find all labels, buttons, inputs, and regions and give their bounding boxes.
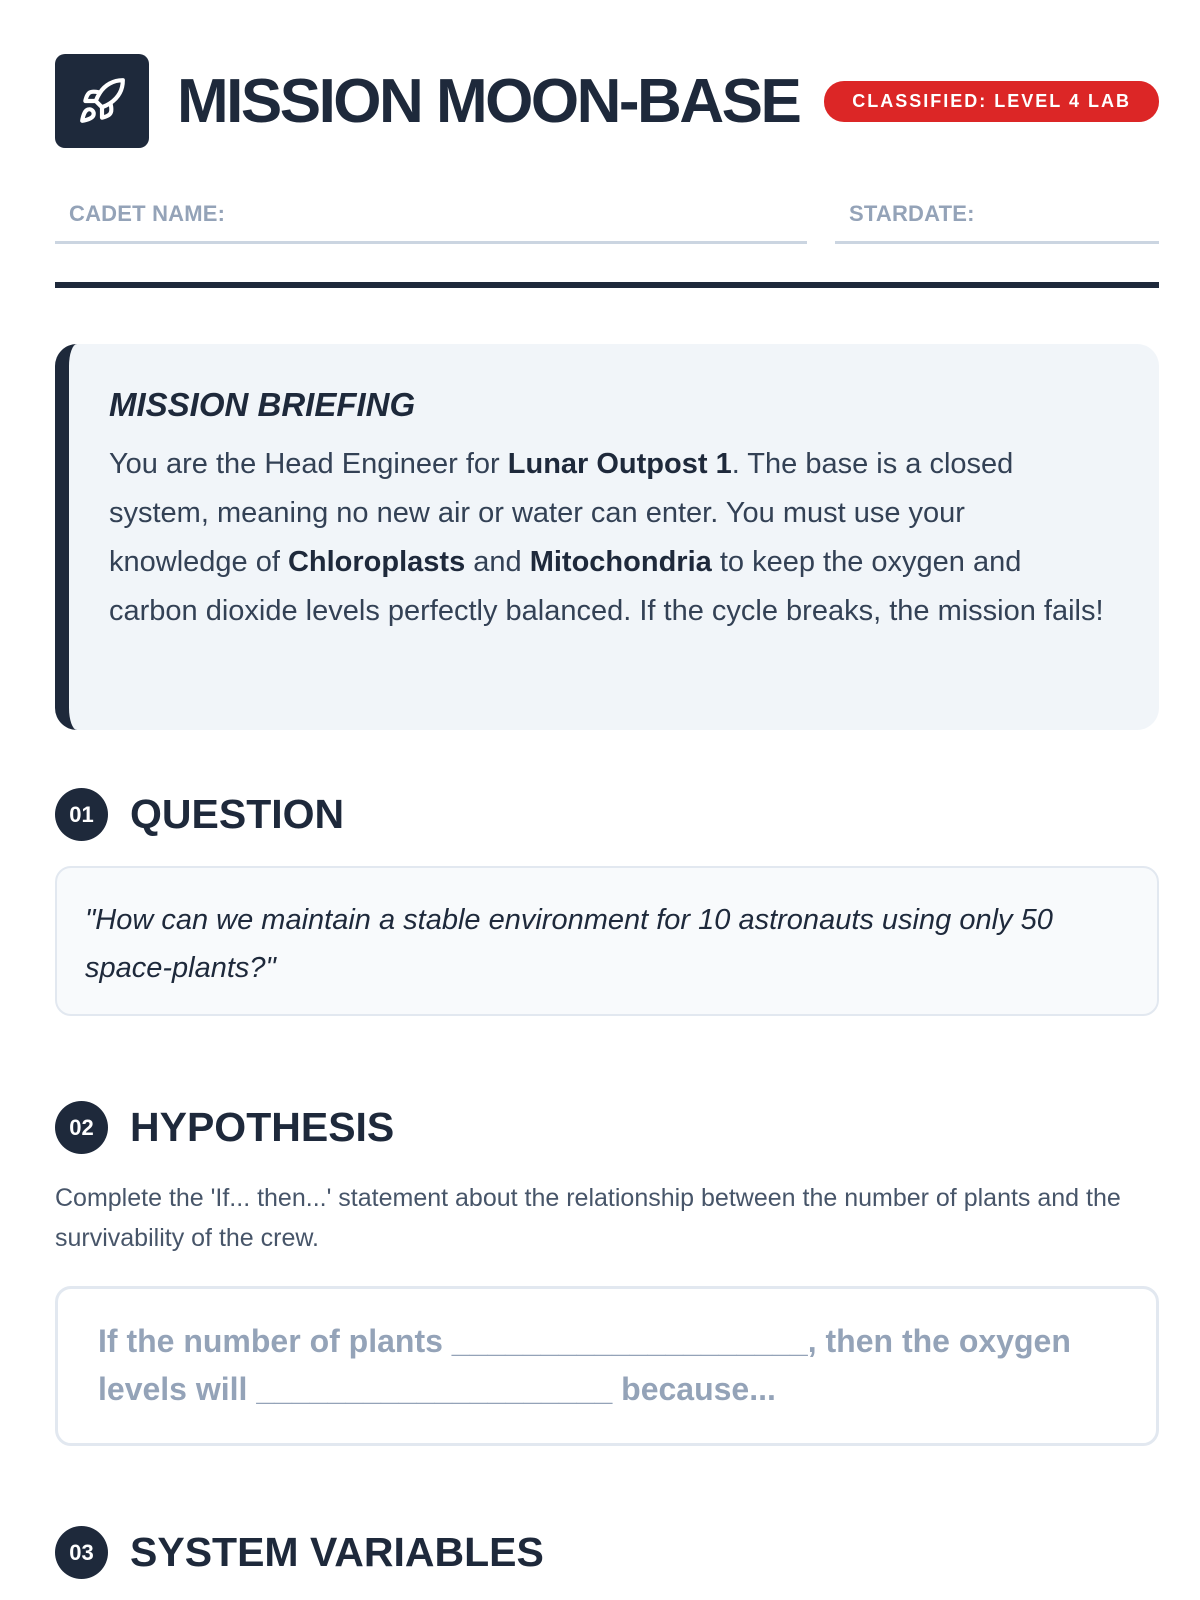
logo: [55, 54, 149, 148]
briefing-text-part: You are the Head Engineer for: [109, 448, 508, 480]
student-fields: [55, 201, 1159, 244]
section-title: SYSTEM VARIABLES: [130, 1529, 544, 1575]
rocket-icon: [77, 76, 127, 126]
hypothesis-instructions: Complete the 'If... then...' statement about the relationship between the number of plants and the survivability of the crew.: [55, 1184, 1121, 1252]
briefing-text-part: to keep the oxygen and carbon dioxide levels perfectly balanced. If the cycle breaks, the mission fails!: [109, 546, 1104, 627]
briefing-text: [109, 440, 1109, 636]
briefing-bold-chloroplasts: Chloroplasts: [287, 546, 466, 578]
header: [55, 54, 1159, 148]
hypothesis-answer-box[interactable]: If the number of plants ____________________, then the oxygen levels will ____________________ because...: [55, 1286, 1159, 1446]
page-title: MISSION MOON-BASE: [177, 66, 800, 136]
section-hypothesis: [55, 1101, 394, 1154]
question-box: "How can we maintain a stable environment for 10 astronauts using only 50 space-plants?": [55, 866, 1159, 1016]
section-question: [55, 788, 344, 841]
section-title: HYPOTHESIS: [130, 1104, 395, 1150]
classified-badge: CLASSIFIED: LEVEL 4 LAB: [824, 81, 1159, 122]
briefing-bold-mitochondria: Mitochondria: [529, 546, 712, 578]
cadet-name-field[interactable]: CADET NAME:: [55, 204, 807, 244]
briefing-text-part: . The base is a closed system, meaning no new air or water can enter. You must use your knowledge of: [109, 448, 1014, 578]
stardate-field[interactable]: STARDATE:: [835, 204, 1159, 244]
section-number: 03: [55, 1526, 108, 1579]
mission-briefing-panel: [55, 344, 1159, 730]
section-number: 01: [55, 788, 108, 841]
section-title: QUESTION: [130, 791, 345, 837]
briefing-text-part: and: [465, 546, 530, 578]
section-system-variables: [55, 1526, 544, 1579]
briefing-heading: MISSION BRIEFING: [109, 386, 416, 423]
section-number: 02: [55, 1101, 108, 1154]
briefing-bold-outpost: Lunar Outpost 1: [507, 448, 732, 480]
header-divider: [55, 282, 1159, 288]
